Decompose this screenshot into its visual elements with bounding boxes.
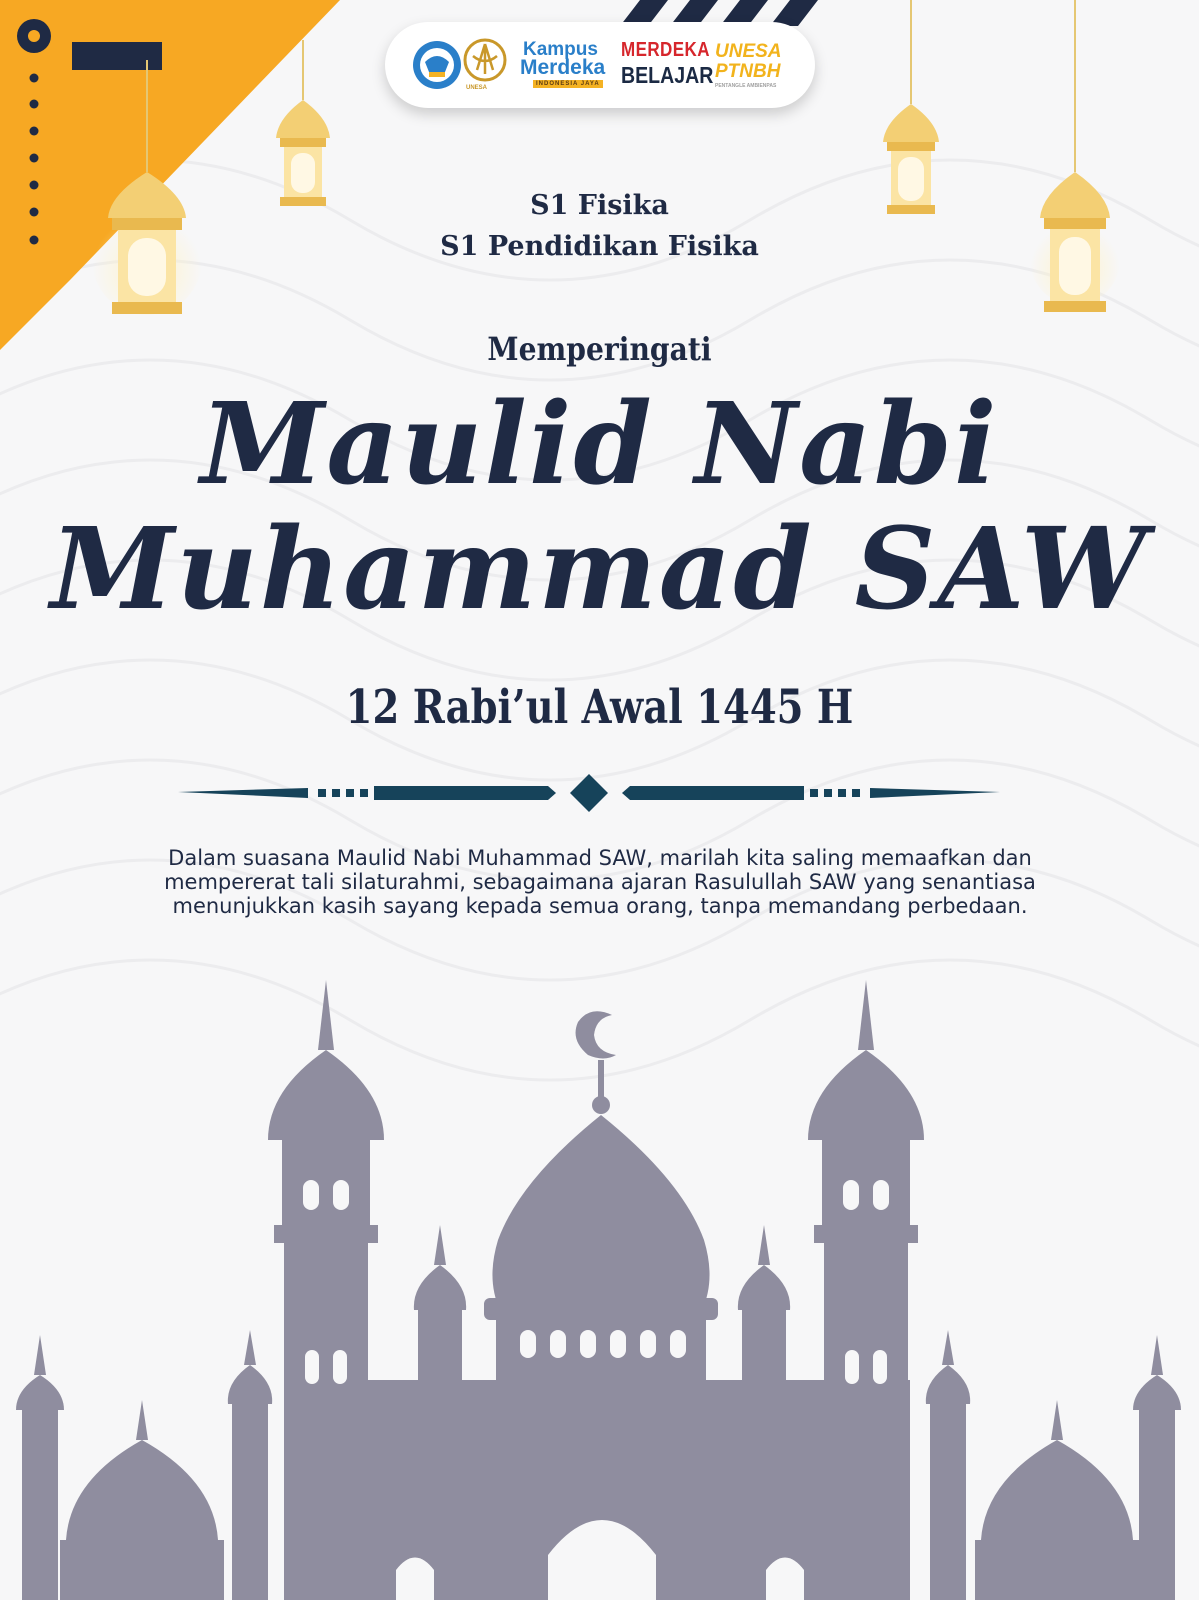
lantern-icon (1030, 0, 1120, 330)
program-name-2: S1 Pendidikan Fisika (440, 231, 759, 262)
title-line-2: Muhammad SAW (50, 504, 1149, 635)
lantern-icon (876, 0, 946, 218)
tut-wuri-handayani-logo (413, 41, 461, 89)
merdeka-belajar-logo-line2: BELAJAR (621, 62, 714, 88)
logo-bar (385, 22, 815, 108)
subtitle: Memperingati (487, 330, 712, 368)
unesa-ptnbh-tagline: PENTANGLE AMBIENPAS (715, 83, 777, 89)
unesa-ptnbh-logo-line1: UNESA (715, 41, 782, 62)
kampus-merdeka-logo-line1: Kampus (523, 39, 598, 60)
program-name-1: S1 Fisika (530, 190, 669, 221)
kampus-merdeka-logo-line2: Merdeka (520, 56, 606, 79)
kampus-merdeka-tagline: INDONESIA JAYA (533, 80, 603, 88)
title-line-1: Maulid Nabi (200, 379, 999, 510)
unesa-emblem (465, 40, 505, 80)
lantern-icon (270, 40, 336, 210)
greeting-message: Dalam suasana Maulid Nabi Muhammad SAW, marilah kita saling memaafkan dan mempererat tali silaturahmi, sebagaimana ajaran Rasulullah SAW yang senantiasa menunjukkan kasih sayang kepada semua orang, tanpa memandang perbedaan. (164, 846, 1036, 918)
mosque-silhouette (0, 980, 1199, 1600)
ornamental-divider (178, 772, 1000, 814)
unesa-emblem-label: UNESA (466, 85, 488, 91)
hijri-date: 12 Rabi’ul Awal 1445 H (345, 680, 854, 735)
unesa-ptnbh-logo-line2: PTNBH (715, 61, 781, 82)
merdeka-belajar-logo-line1: MERDEKA (621, 39, 710, 61)
